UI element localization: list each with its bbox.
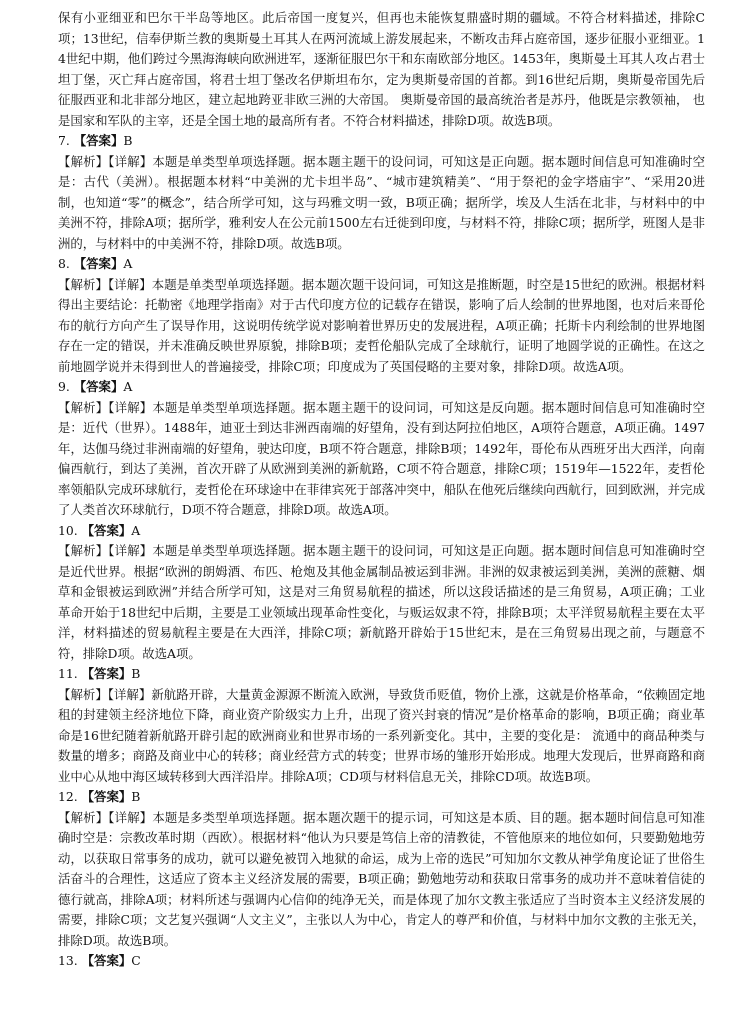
answer-value: B (123, 133, 133, 148)
answer-label: 【答案】 (73, 379, 124, 394)
question-number: 11. (58, 666, 78, 681)
answer-line (58, 787, 705, 808)
question-number: 13. (58, 953, 78, 968)
answer-value: A (131, 522, 141, 538)
question-number: 8. (58, 256, 70, 271)
question-number: 10. (58, 522, 78, 538)
question-number: 9. (58, 379, 70, 394)
paragraph: 【解析】【详解】本题是单类型单项选择题。据本题主题干的设问词，可知这是反向题。据本题时间信息可知准确时空是：近代（世界）。1488年，迪亚士到达非洲西南端的好望角，没有到达阿拉伯地区，A项符合题意，A项正确。1497年，达伽马绕过非洲南端的好望角，驶达印度，B项不符合题意，排除B项；1492年，哥伦布从西班牙出大西洋，向南偏西航行，到达了美洲，首次开辟了从欧洲到美洲的新航路，C项不符合题意，排除C项；1519年—1522年，麦哲伦率领船队完成环球航行，麦哲伦在环球途中在菲律宾死于部落冲突中，船队在他死后继续向西航行，回到欧洲，并完成了人类首次环球航行，D项不符合题意，排除D项。故选A项。 (58, 399, 705, 517)
paragraph: 【解析】【详解】新航路开辟，大量黄金源源不断流入欧洲，导致货币贬值，物价上涨，这就是价格革命，“依赖固定地租的封建领主经济地位下降，商业资产阶级实力上升，出现了资兴封衰的情况”是价格革命的影响，B项正确；商业革命是16世纪随着新航路开辟引起的欧洲商业和世界市场的一系列新变化。其中，主要的变化是： 流通中的商品种类与数量的增多；商路及商业中心的转移；商业经营方式的转变；世界市场的雏形开始形成。地理大发现后，世界商路和商业中心从地中海区域转移到大西洋沿岸。排除A项；CD项与材料信息无关，排除CD项。故选B项。 (58, 686, 705, 784)
answer-label: 【答案】 (81, 666, 132, 681)
answer-label: 【答案】 (73, 256, 124, 271)
answer-label: 【答案】 (73, 133, 124, 148)
answer-value: B (131, 789, 141, 804)
answer-line (58, 664, 705, 685)
answer-value: A (123, 256, 133, 271)
answer-line (58, 131, 705, 152)
question-number: 7. (58, 133, 70, 148)
paragraph: 【解析】【详解】本题是多类型单项选择题。据本题次题干的提示词，可知这是本质、目的题。据本题时间信息可知准确时空是：宗教改革时期（西欧）。根据材料“他认为只要是笃信上帝的清教徒，不管他原来的地位如何，只要勤勉地劳动，以获取日常事务的成功，就可以避免被罚入地狱的命运，成为上帝的选民”可知加尔文教从神学角度论证了世俗生活奋斗的合理性，这适应了资本主义经济发展的需要，B项正确；勤勉地劳动和获取日常事务的成功并不意味着信徒的德行就高，排除A项；材料所述与强调内心信仰的纯净无关，而是体现了加尔文教主张适应了当时资本主义经济发展的需要，排除C项；文艺复兴强调“人文主义”，主张以人为中心，肯定人的尊严和价值，与材料中加尔文教的主张无关，排除D项。故选B项。 (58, 809, 705, 948)
paragraph: 【解析】【详解】本题是单类型单项选择题。据本题次题干设问词，可知这是推断题，时空是15世纪的欧洲。根据材料得出主要结论：托勒密《地理学指南》对于古代印度方位的记载存在错误，影响了后人绘制的世界地图，也对后来哥伦布的航行方向产生了误导作用，这说明传统学说对影响着世界历史的发展进程，A项正确；托斯卡内利绘制的世界地图存在一定的错误，并未准确反映世界原貌，排除B项；麦哲伦船队完成了全球航行，证明了地圆学说的正确性。在这之前地圆学说并未得到世人的普遍接受，排除C项；印度成为了英国侵略的主要对象，排除D项。故选A项。 (58, 276, 705, 374)
answer-value: B (131, 666, 141, 681)
answer-value: C (131, 953, 141, 968)
answer-label: 【答案】 (81, 953, 132, 968)
answer-line (58, 521, 705, 542)
answer-label: 【答案】 (81, 522, 132, 538)
paragraph: 保有小亚细亚和巴尔干半岛等地区。此后帝国一度复兴，但再也未能恢复鼎盛时期的疆域。不符合材料描述，排除C项；13世纪，信奉伊斯兰教的奥斯曼土耳其人在两河流域上游发展起来，不断攻击拜占庭帝国，逐步征服小亚细亚。14世纪中期，他们跨过今黑海海峡向欧洲进军，逐渐征服巴尔干和东南欧部分地区。1453年，奥斯曼土耳其人攻占君士坦丁堡，灭亡拜占庭帝国，将君士坦丁堡改名伊斯坦布尔，定为奥斯曼帝国的首都。到16世纪后期，奥斯曼帝国先后征服西亚和北非部分地区，建立起地跨亚非欧三洲的大帝国。 奥斯曼帝国的最高统治者是苏丹，他既是宗教领袖， 也是国家和军队的主宰，还是全国土地的最高所有者。不符合材料描述，排除D项。故选B项。 (58, 10, 705, 128)
answer-line (58, 254, 705, 275)
paragraph: 【解析】【详解】本题是单类型单项选择题。据本题主题干的设问词，可知这是正向题。据本题时间信息可知准确时空是：古代（美洲）。根据题本材料“中美洲的尤卡坦半岛”、“城市建筑精美”、“用于祭祀的金字塔庙宇”、“采用20进制，也知道“零”的概念”，结合所学可知，这与玛雅文明一致，B项正确；据所学，埃及人生活在北非，与材料中的中美洲不符，排除A项；据所学，雅利安人在公元前1500左右迁徙到印度，与材料不符，排除C项；据所学，班图人是非洲的，与材料中的中美洲不符，排除D项。故选B项。 (58, 153, 705, 251)
answer-value: A (123, 379, 133, 394)
paragraph: 【解析】【详解】本题是单类型单项选择题。据本题主题干的设问词，可知这是正向题。据本题时间信息可知准确时空是近代世界。根据“欧洲的朗姆酒、布匹、枪炮及其他金属制品被运到非洲。非洲的奴隶被运到美洲，美洲的蔗糖、烟草和金银被运到欧洲”并结合所学可知，这是对三角贸易航程的描述，所以这段话描述的是三角贸易，A项正确；工业革命开始于18世纪中后期，主要是工业领域出现革命性变化，与贩运奴隶不符，排除B项；太平洋贸易航程主要在太平洋，材料描述的贸易航程主要是在大西洋，排除C项；新航路开辟始于15世纪末，是在三角贸易出现之前，与题意不符，排除D项。故选A项。 (58, 543, 705, 661)
answer-line (58, 951, 705, 972)
answer-line (58, 377, 705, 398)
question-number: 12. (58, 789, 78, 804)
answer-label: 【答案】 (81, 789, 132, 804)
